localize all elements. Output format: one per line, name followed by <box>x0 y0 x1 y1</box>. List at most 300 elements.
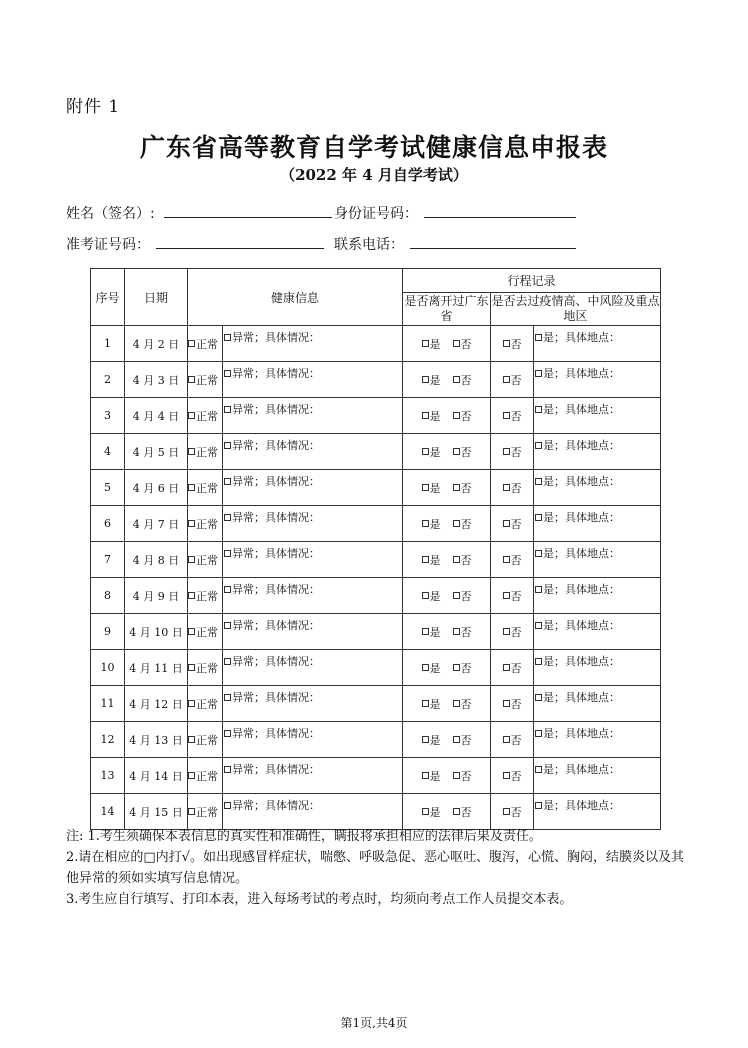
checkbox-icon <box>188 736 195 743</box>
row-risk-no-cell <box>491 614 534 650</box>
checkbox-icon <box>188 412 195 419</box>
normal-checkbox[interactable]: 正常 <box>188 372 218 388</box>
header-date: 日期 <box>125 269 188 326</box>
checkbox-icon <box>503 700 510 707</box>
left-yes-checkbox[interactable]: 是 <box>422 768 441 784</box>
checkbox-icon <box>535 766 542 773</box>
checkbox-icon <box>224 406 231 413</box>
name-label: 姓名（签名）: <box>66 206 155 222</box>
checkbox-icon <box>188 448 195 455</box>
checkbox-icon <box>503 772 510 779</box>
row-risk-location-cell[interactable] <box>534 578 661 614</box>
row-risk-location-cell[interactable] <box>534 470 661 506</box>
page-footer: 第1页,共4页 <box>340 1016 408 1030</box>
row-seq: 4 <box>91 434 125 470</box>
header-left-guangdong: 是否离开过广东省 <box>403 293 491 326</box>
risk-no-checkbox[interactable]: 否 <box>503 408 522 424</box>
checkbox-icon <box>453 664 460 671</box>
normal-checkbox[interactable]: 正常 <box>188 624 218 640</box>
risk-yes-checkbox[interactable]: 是；具体地点： <box>534 545 660 561</box>
row-date: 4 月 4 日 <box>125 398 188 434</box>
header-risk-area: 是否去过疫情高、中风险及重点地区 <box>491 293 661 326</box>
row-abnormal-cell[interactable] <box>223 794 403 830</box>
normal-checkbox[interactable]: 正常 <box>188 804 218 820</box>
risk-yes-checkbox[interactable]: 是；具体地点： <box>534 329 660 345</box>
checkbox-icon <box>503 664 510 671</box>
risk-yes-checkbox[interactable]: 是；具体地点： <box>534 401 660 417</box>
abnormal-checkbox[interactable]: 异常；具体情况： <box>223 545 402 561</box>
risk-yes-checkbox[interactable]: 是；具体地点： <box>534 365 660 381</box>
row-left-guangdong <box>403 794 491 830</box>
row-normal-cell <box>188 398 223 434</box>
checkbox-icon <box>453 448 460 455</box>
checkbox-icon <box>503 484 510 491</box>
row-left-guangdong <box>403 542 491 578</box>
ticket-number-field[interactable] <box>156 234 324 249</box>
row-normal-cell <box>188 758 223 794</box>
row-normal-cell <box>188 686 223 722</box>
checkbox-icon <box>453 520 460 527</box>
checkbox-icon <box>535 442 542 449</box>
abnormal-checkbox[interactable]: 异常；具体情况： <box>223 437 402 453</box>
row-seq: 7 <box>91 542 125 578</box>
checkbox-icon <box>422 412 429 419</box>
row-seq: 12 <box>91 722 125 758</box>
name-field[interactable] <box>164 203 332 218</box>
checkbox-icon <box>535 406 542 413</box>
checkbox-icon <box>503 592 510 599</box>
left-yes-checkbox[interactable]: 是 <box>422 804 441 820</box>
row-normal-cell <box>188 650 223 686</box>
checkbox-icon <box>535 370 542 377</box>
checkbox-icon <box>535 730 542 737</box>
table-row <box>91 650 661 686</box>
checkbox-icon <box>503 808 510 815</box>
row-abnormal-cell[interactable] <box>223 614 403 650</box>
row-seq: 9 <box>91 614 125 650</box>
checkbox-icon <box>422 448 429 455</box>
normal-checkbox[interactable]: 正常 <box>188 552 218 568</box>
checkbox-icon <box>503 520 510 527</box>
header-travel: 行程记录 <box>403 269 661 293</box>
row-risk-location-cell[interactable] <box>534 686 661 722</box>
risk-yes-checkbox[interactable]: 是；具体地点： <box>534 437 660 453</box>
row-risk-location-cell[interactable] <box>534 362 661 398</box>
checkbox-icon <box>188 376 195 383</box>
row-date: 4 月 15 日 <box>125 794 188 830</box>
checkbox-icon <box>535 658 542 665</box>
row-seq: 2 <box>91 362 125 398</box>
left-no-checkbox[interactable]: 否 <box>453 408 472 424</box>
table-row <box>91 758 661 794</box>
row-seq: 8 <box>91 578 125 614</box>
checkbox-icon <box>224 586 231 593</box>
row-normal-cell <box>188 506 223 542</box>
row-date: 4 月 8 日 <box>125 542 188 578</box>
checkbox-icon <box>224 802 231 809</box>
row-left-guangdong <box>403 434 491 470</box>
header-health: 健康信息 <box>188 269 403 326</box>
table-row <box>91 794 661 830</box>
checkbox-icon <box>535 694 542 701</box>
checkbox-icon <box>224 550 231 557</box>
row-date: 4 月 5 日 <box>125 434 188 470</box>
row-date: 4 月 10 日 <box>125 614 188 650</box>
checkbox-icon <box>422 700 429 707</box>
normal-checkbox[interactable]: 正常 <box>188 480 218 496</box>
abnormal-checkbox[interactable]: 异常；具体情况： <box>223 725 402 741</box>
risk-no-checkbox[interactable]: 否 <box>503 336 522 352</box>
row-risk-no-cell <box>491 470 534 506</box>
row-risk-location-cell[interactable] <box>534 398 661 434</box>
row-date: 4 月 9 日 <box>125 578 188 614</box>
left-no-checkbox[interactable]: 否 <box>453 588 472 604</box>
checkbox-icon <box>188 772 195 779</box>
risk-yes-checkbox[interactable]: 是；具体地点： <box>534 797 660 813</box>
risk-no-checkbox[interactable]: 否 <box>503 732 522 748</box>
row-seq: 13 <box>91 758 125 794</box>
abnormal-checkbox[interactable]: 异常；具体情况： <box>223 473 402 489</box>
row-seq: 1 <box>91 326 125 362</box>
checkbox-icon <box>535 334 542 341</box>
checkbox-icon <box>422 628 429 635</box>
left-no-checkbox[interactable]: 否 <box>453 660 472 676</box>
row-normal-cell <box>188 722 223 758</box>
checkbox-icon <box>224 730 231 737</box>
row-seq: 5 <box>91 470 125 506</box>
row-risk-no-cell <box>491 650 534 686</box>
row-risk-location-cell[interactable] <box>534 506 661 542</box>
header-seq: 序号 <box>91 269 125 326</box>
normal-checkbox[interactable]: 正常 <box>188 660 218 676</box>
checkbox-icon <box>503 340 510 347</box>
row-date: 4 月 3 日 <box>125 362 188 398</box>
table-row <box>91 578 661 614</box>
left-yes-checkbox[interactable]: 是 <box>422 444 441 460</box>
form-title: 广东省高等教育自学考试健康信息申报表 <box>139 133 608 162</box>
risk-yes-checkbox[interactable]: 是；具体地点： <box>534 473 660 489</box>
row-left-guangdong <box>403 470 491 506</box>
checkbox-icon <box>422 664 429 671</box>
checkbox-icon <box>224 370 231 377</box>
row-risk-location-cell[interactable] <box>534 326 661 362</box>
abnormal-checkbox[interactable]: 异常；具体情况： <box>223 509 402 525</box>
checkbox-icon <box>453 772 460 779</box>
row-left-guangdong <box>403 398 491 434</box>
risk-no-checkbox[interactable]: 否 <box>503 660 522 676</box>
row-normal-cell <box>188 794 223 830</box>
notes <box>66 826 686 910</box>
row-seq: 10 <box>91 650 125 686</box>
row-date: 4 月 2 日 <box>125 326 188 362</box>
checkbox-icon <box>453 700 460 707</box>
row-left-guangdong <box>403 650 491 686</box>
abnormal-checkbox[interactable]: 异常；具体情况： <box>223 689 402 705</box>
checkbox-icon <box>422 592 429 599</box>
left-no-checkbox[interactable]: 否 <box>453 552 472 568</box>
row-abnormal-cell[interactable] <box>223 686 403 722</box>
checkbox-icon <box>453 484 460 491</box>
left-yes-checkbox[interactable]: 是 <box>422 516 441 532</box>
risk-no-checkbox[interactable]: 否 <box>503 516 522 532</box>
checkbox-icon <box>224 622 231 629</box>
row-left-guangdong <box>403 614 491 650</box>
row-left-guangdong <box>403 362 491 398</box>
left-yes-checkbox[interactable]: 是 <box>422 588 441 604</box>
table-row <box>91 614 661 650</box>
abnormal-checkbox[interactable]: 异常；具体情况： <box>223 401 402 417</box>
row-risk-no-cell <box>491 722 534 758</box>
checkbox-icon <box>422 736 429 743</box>
row-abnormal-cell[interactable] <box>223 578 403 614</box>
left-no-checkbox[interactable]: 否 <box>453 516 472 532</box>
table-row <box>91 326 661 362</box>
phone-field[interactable] <box>410 234 576 249</box>
normal-checkbox[interactable]: 正常 <box>188 768 218 784</box>
risk-no-checkbox[interactable]: 否 <box>503 804 522 820</box>
checkbox-icon <box>188 484 195 491</box>
checkbox-icon <box>453 556 460 563</box>
row-normal-cell <box>188 326 223 362</box>
row-risk-no-cell <box>491 398 534 434</box>
risk-no-checkbox[interactable]: 否 <box>503 444 522 460</box>
left-no-checkbox[interactable]: 否 <box>453 480 472 496</box>
table-row <box>91 506 661 542</box>
row-risk-location-cell[interactable] <box>534 614 661 650</box>
left-yes-checkbox[interactable]: 是 <box>422 732 441 748</box>
row-risk-no-cell <box>491 542 534 578</box>
left-yes-checkbox[interactable]: 是 <box>422 408 441 424</box>
risk-yes-checkbox[interactable]: 是；具体地点： <box>534 761 660 777</box>
checkbox-icon <box>503 736 510 743</box>
risk-yes-checkbox[interactable]: 是；具体地点： <box>534 617 660 633</box>
normal-checkbox[interactable]: 正常 <box>188 696 218 712</box>
row-risk-no-cell <box>491 326 534 362</box>
row-seq: 3 <box>91 398 125 434</box>
checkbox-icon <box>422 520 429 527</box>
left-yes-checkbox[interactable]: 是 <box>422 624 441 640</box>
row-risk-no-cell <box>491 362 534 398</box>
row-date: 4 月 11 日 <box>125 650 188 686</box>
checkbox-icon <box>453 736 460 743</box>
checkbox-icon <box>535 802 542 809</box>
row-normal-cell <box>188 578 223 614</box>
row-abnormal-cell[interactable] <box>223 542 403 578</box>
row-left-guangdong <box>403 758 491 794</box>
row-abnormal-cell[interactable] <box>223 326 403 362</box>
row-risk-no-cell <box>491 686 534 722</box>
left-no-checkbox[interactable]: 否 <box>453 768 472 784</box>
abnormal-checkbox[interactable]: 异常；具体情况： <box>223 653 402 669</box>
table-row <box>91 470 661 506</box>
checkbox-icon <box>188 520 195 527</box>
abnormal-checkbox[interactable]: 异常；具体情况： <box>223 329 402 345</box>
left-yes-checkbox[interactable]: 是 <box>422 336 441 352</box>
checkbox-icon <box>453 340 460 347</box>
row-risk-no-cell <box>491 434 534 470</box>
row-left-guangdong <box>403 578 491 614</box>
row-abnormal-cell[interactable] <box>223 362 403 398</box>
left-yes-checkbox[interactable]: 是 <box>422 480 441 496</box>
checkbox-icon <box>453 628 460 635</box>
risk-no-checkbox[interactable]: 否 <box>503 768 522 784</box>
left-yes-checkbox[interactable]: 是 <box>422 372 441 388</box>
row-normal-cell <box>188 470 223 506</box>
risk-yes-checkbox[interactable]: 是；具体地点： <box>534 689 660 705</box>
row-risk-no-cell <box>491 794 534 830</box>
table-row <box>91 398 661 434</box>
risk-no-checkbox[interactable]: 否 <box>503 696 522 712</box>
checkbox-icon <box>453 808 460 815</box>
table-row <box>91 722 661 758</box>
risk-yes-checkbox[interactable]: 是；具体地点： <box>534 509 660 525</box>
checkbox-icon <box>224 478 231 485</box>
abnormal-checkbox[interactable]: 异常；具体情况： <box>223 617 402 633</box>
table-row <box>91 542 661 578</box>
normal-checkbox[interactable]: 正常 <box>188 336 218 352</box>
left-no-checkbox[interactable]: 否 <box>453 696 472 712</box>
checkbox-icon <box>224 514 231 521</box>
form-subtitle: （2022 年 4 月自学考试） <box>280 166 468 184</box>
risk-no-checkbox[interactable]: 否 <box>503 372 522 388</box>
normal-checkbox[interactable]: 正常 <box>188 516 218 532</box>
row-abnormal-cell[interactable] <box>223 650 403 686</box>
row-abnormal-cell[interactable] <box>223 758 403 794</box>
checkbox-icon <box>503 448 510 455</box>
checkbox-icon <box>188 592 195 599</box>
normal-checkbox[interactable]: 正常 <box>188 408 218 424</box>
risk-no-checkbox[interactable]: 否 <box>503 552 522 568</box>
row-normal-cell <box>188 614 223 650</box>
checkbox-icon <box>535 586 542 593</box>
normal-checkbox[interactable]: 正常 <box>188 732 218 748</box>
row-left-guangdong <box>403 506 491 542</box>
row-abnormal-cell[interactable] <box>223 722 403 758</box>
table-row <box>91 686 661 722</box>
row-date: 4 月 6 日 <box>125 470 188 506</box>
row-seq: 6 <box>91 506 125 542</box>
row-risk-no-cell <box>491 758 534 794</box>
risk-no-checkbox[interactable]: 否 <box>503 480 522 496</box>
checkbox-icon <box>422 772 429 779</box>
row-date: 4 月 13 日 <box>125 722 188 758</box>
risk-no-checkbox[interactable]: 否 <box>503 588 522 604</box>
left-no-checkbox[interactable]: 否 <box>453 336 472 352</box>
checkbox-icon <box>535 622 542 629</box>
checkbox-icon <box>188 700 195 707</box>
row-risk-location-cell[interactable] <box>534 722 661 758</box>
row-normal-cell <box>188 542 223 578</box>
note-1: 注: 1.考生须确保本表信息的真实性和准确性，瞒报将承担相应的法律后果及责任。 <box>66 829 542 844</box>
normal-checkbox[interactable]: 正常 <box>188 588 218 604</box>
row-risk-location-cell[interactable] <box>534 434 661 470</box>
row-abnormal-cell[interactable] <box>223 434 403 470</box>
checkbox-icon <box>422 808 429 815</box>
row-abnormal-cell[interactable] <box>223 470 403 506</box>
checkbox-icon <box>224 658 231 665</box>
left-no-checkbox[interactable]: 否 <box>453 804 472 820</box>
row-normal-cell <box>188 434 223 470</box>
row-date: 4 月 14 日 <box>125 758 188 794</box>
checkbox-icon <box>535 478 542 485</box>
row-seq: 14 <box>91 794 125 830</box>
health-table <box>90 268 661 830</box>
abnormal-checkbox[interactable]: 异常；具体情况： <box>223 761 402 777</box>
checkbox-icon <box>453 412 460 419</box>
checkbox-icon <box>188 340 195 347</box>
checkbox-icon <box>503 376 510 383</box>
row-normal-cell <box>188 362 223 398</box>
left-no-checkbox[interactable]: 否 <box>453 444 472 460</box>
checkbox-icon <box>188 556 195 563</box>
normal-checkbox[interactable]: 正常 <box>188 444 218 460</box>
row-left-guangdong <box>403 722 491 758</box>
ticket-number-label: 准考证号码： <box>66 237 150 253</box>
row-left-guangdong <box>403 686 491 722</box>
row-abnormal-cell[interactable] <box>223 398 403 434</box>
checkbox-icon <box>422 484 429 491</box>
id-number-label: 身份证号码： <box>334 206 418 222</box>
checkbox-icon <box>453 592 460 599</box>
checkbox-icon <box>188 664 195 671</box>
risk-yes-checkbox[interactable]: 是；具体地点： <box>534 725 660 741</box>
abnormal-checkbox[interactable]: 异常；具体情况： <box>223 581 402 597</box>
note-3: 3.考生应自行填写、打印本表，进入每场考试的考点时，均须向考点工作人员提交本表。 <box>66 892 573 907</box>
checkbox-icon <box>224 694 231 701</box>
left-no-checkbox[interactable]: 否 <box>453 624 472 640</box>
row-seq: 11 <box>91 686 125 722</box>
left-no-checkbox[interactable]: 否 <box>453 732 472 748</box>
risk-yes-checkbox[interactable]: 是；具体地点： <box>534 581 660 597</box>
left-yes-checkbox[interactable]: 是 <box>422 660 441 676</box>
left-yes-checkbox[interactable]: 是 <box>422 552 441 568</box>
row-date: 4 月 7 日 <box>125 506 188 542</box>
id-number-field[interactable] <box>424 203 576 218</box>
checkbox-icon <box>453 376 460 383</box>
checkbox-icon <box>224 334 231 341</box>
phone-label: 联系电话： <box>334 237 404 253</box>
table-row <box>91 362 661 398</box>
row-risk-location-cell[interactable] <box>534 542 661 578</box>
checkbox-icon <box>535 514 542 521</box>
row-risk-no-cell <box>491 578 534 614</box>
checkbox-icon <box>535 550 542 557</box>
row-risk-location-cell[interactable] <box>534 650 661 686</box>
checkbox-icon <box>503 628 510 635</box>
left-yes-checkbox[interactable]: 是 <box>422 696 441 712</box>
row-risk-no-cell <box>491 506 534 542</box>
row-left-guangdong <box>403 326 491 362</box>
abnormal-checkbox[interactable]: 异常；具体情况： <box>223 797 402 813</box>
row-risk-location-cell[interactable] <box>534 794 661 830</box>
table-row <box>91 434 661 470</box>
checkbox-icon <box>188 628 195 635</box>
attachment-label: 附件 1 <box>66 97 121 117</box>
checkbox-icon <box>422 376 429 383</box>
row-abnormal-cell[interactable] <box>223 506 403 542</box>
left-no-checkbox[interactable]: 否 <box>453 372 472 388</box>
checkbox-icon <box>224 442 231 449</box>
checkbox-icon <box>503 556 510 563</box>
note-2: 2.请在相应的□内打√。如出现感冒样症状，喘憋、呼吸急促、恶心呕吐、腹泻，心慌、胸闷，结膜炎以及其他异常的须如实填写信息情况。 <box>66 850 684 886</box>
row-risk-location-cell[interactable] <box>534 758 661 794</box>
checkbox-icon <box>503 412 510 419</box>
checkbox-icon <box>188 808 195 815</box>
risk-no-checkbox[interactable]: 否 <box>503 624 522 640</box>
checkbox-icon <box>422 340 429 347</box>
abnormal-checkbox[interactable]: 异常；具体情况： <box>223 365 402 381</box>
risk-yes-checkbox[interactable]: 是；具体地点： <box>534 653 660 669</box>
